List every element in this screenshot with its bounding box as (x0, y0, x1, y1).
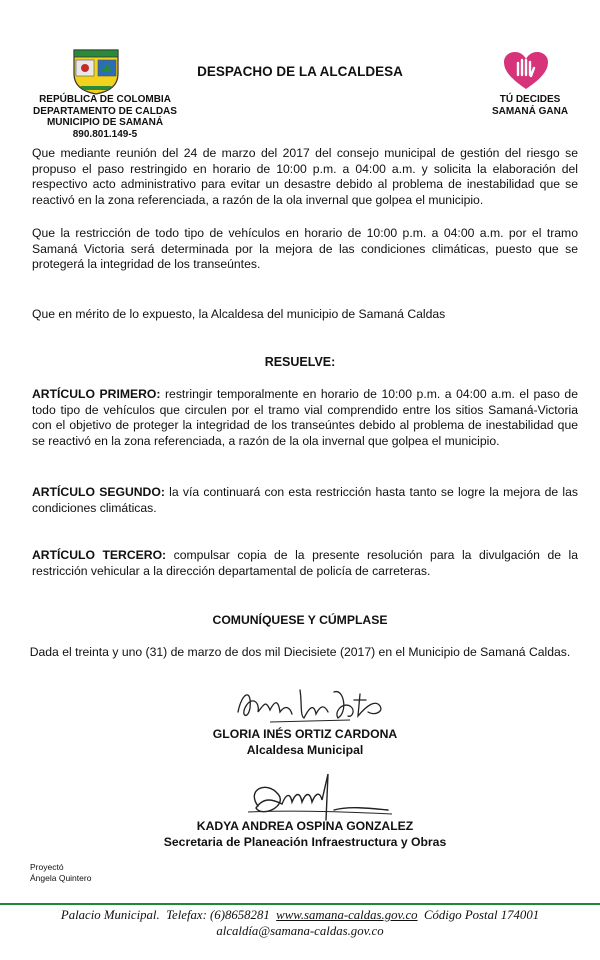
footer-divider (0, 903, 600, 905)
slogan-line: TÚ DECIDES (499, 94, 561, 105)
slogan-block (460, 94, 600, 117)
signer-secretary-name: KADYA ANDREA OSPINA GONZALEZ (196, 819, 414, 833)
paragraph-merito: Que en mérito de lo expuesto, la Alcaldesa del municipio de Samaná Caldas (32, 307, 446, 321)
government-block (20, 94, 190, 140)
article-first (32, 387, 578, 449)
office-title: DESPACHO DE LA ALCALDESA (197, 64, 403, 79)
footer-contact-line (0, 907, 600, 923)
article-third (32, 548, 578, 579)
signer-mayor (0, 726, 600, 758)
article-second (32, 485, 578, 516)
cumplase-heading: COMUNÍQUESE Y CÚMPLASE (212, 613, 388, 627)
article-third-label: ARTÍCULO TERCERO: (32, 548, 167, 562)
heart-hand-logo-icon (503, 51, 549, 91)
gov-line: REPÚBLICA DE COLOMBIA (39, 94, 171, 105)
project-note (30, 862, 91, 884)
project-author: Ángela Quintero (30, 873, 92, 883)
signer-secretary-role: Secretaria de Planeación Infraestructura y Obras (163, 835, 447, 849)
paragraph-considerando-1: Que mediante reunión del 24 de marzo del 2017 del consejo municipal de gestión del riesgo se propuso el paso restringido en horario de 10:00 p.m. a 04:00 a.m. y solicita la elaboración del respectivo acto administrativo para evitar un desastre debido al problema de inestabilidad que se reactivó en la zona referenciada, a razón de la ola invernal que golpea el municipio. (32, 146, 578, 207)
article-first-text: restringir temporalmente en horario de 10:00 p.m. a 04:00 a.m. el paso de todo tipo de vehículos que circulen por el tramo vial comprendido entre los sitios Samaná-Victoria con el objetivo de proteger la integridad de los transeúntes debido al problema de inestabilidad que se reactivó en la zona referenciada, a razón de la ola invernal que golpea el municipio. (32, 387, 578, 448)
article-second-text: la vía continuará con esta restricción hasta tanto se logre la mejora de las condiciones climáticas. (32, 485, 578, 515)
paragraph-considerando-2: Que la restricción de todo tipo de vehículos en horario de 10:00 p.m. a 04:00 a.m. por el tramo Samaná Victoria será determinada por la mejora de las condiciones climáticas, puesto que se protegerá la integridad de los transeúntes. (32, 226, 578, 272)
signer-mayor-role: Alcaldesa Municipal (246, 743, 364, 757)
footer-phone: Telefax: (6)8658281 (166, 908, 270, 922)
signer-mayor-name: GLORIA INÉS ORTIZ CARDONA (212, 727, 398, 741)
gov-line: DEPARTAMENTO DE CALDAS (33, 105, 177, 117)
footer-website-link[interactable]: www.samana-caldas.gov.co (276, 908, 418, 922)
footer-email[interactable]: alcaldía@samana-caldas.gov.co (216, 924, 384, 938)
article-first-label: ARTÍCULO PRIMERO: (32, 387, 161, 401)
gov-line: MUNICIPIO DE SAMANÁ (46, 117, 164, 128)
footer-address: Palacio Municipal. (60, 908, 160, 922)
dated-statement: Dada el treinta y uno (31) de marzo de dos mil Diecisiete (2017) en el Municipio de Samaná Caldas. (29, 645, 571, 659)
signer-secretary (0, 818, 600, 850)
project-label: Proyectó (30, 862, 64, 872)
article-second-label: ARTÍCULO SEGUNDO: (32, 485, 165, 499)
signature-mayor (230, 682, 390, 726)
resuelve-heading: RESUELVE: (264, 355, 336, 369)
nit-number: 890.801.149-5 (72, 128, 138, 140)
article-third-text: compulsar copia de la presente resolución para la divulgación de la restricción vehicular a la dirección departamental de policía de carreteras. (32, 548, 578, 578)
footer-postal-code: Código Postal 174001 (423, 908, 540, 922)
slogan-line: SAMANÁ GANA (491, 105, 569, 117)
